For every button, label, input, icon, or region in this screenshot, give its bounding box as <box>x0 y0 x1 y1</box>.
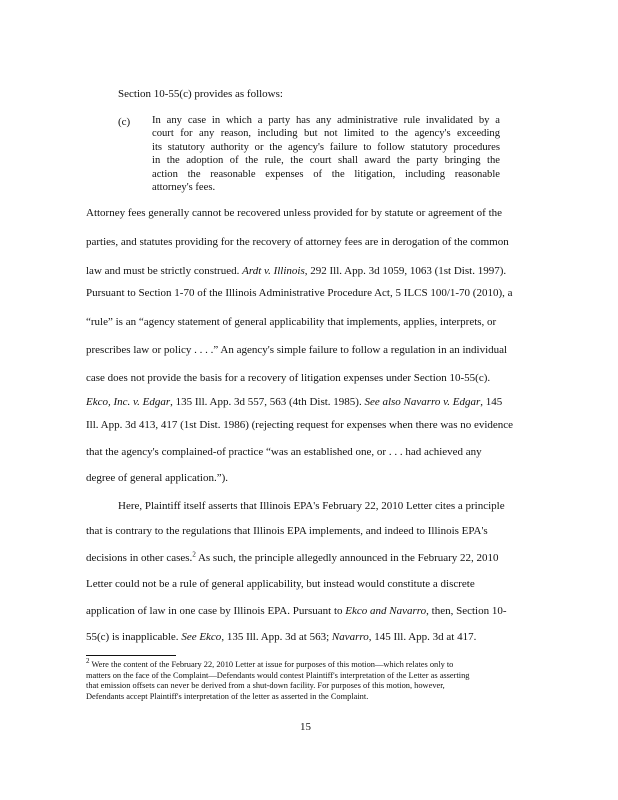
quote-label: (c) <box>118 116 131 128</box>
case-citation: See Ekco <box>181 631 222 643</box>
paragraph-line <box>86 396 502 408</box>
quote-line: in the adoption of the rule, the court shall award the party bringing the <box>152 155 500 167</box>
paragraph-line: Pursuant to Section 1-70 of the Illinois Administrative Procedure Act, 5 ILCS 100/1-70 (2010), a <box>86 287 513 299</box>
case-citation: Navarro <box>331 631 369 643</box>
quote-line: its statutory authority or the agency's failure to follow statutory procedures <box>152 141 500 153</box>
quote-line: court for any reason, including but not limited to the agency's exceeding <box>152 128 500 140</box>
quote-line: attorney's fees. <box>152 182 216 194</box>
footnote-line: matters on the face of the Complaint—Defendants would contest Plaintiff's interpretation of the Letter as asserting <box>86 670 470 680</box>
paragraph-line <box>86 552 499 564</box>
quote-line: action the reasonable expenses of the litigation, including reasonable <box>152 168 500 180</box>
footnote-line: Defendants accept Plaintiff's interpretation of the letter as asserted in the Complaint. <box>86 691 369 701</box>
footnote-line <box>86 657 526 671</box>
paragraph-line: Ill. App. 3d 413, 417 (1st Dist. 1986) (rejecting request for expenses when there was no evidence <box>86 419 514 431</box>
case-citation: See also Navarro v. Edgar <box>364 396 481 408</box>
text-run: Were the content of the February 22, 2010 Letter at issue for purposes of this motion—which relates only to <box>89 660 454 669</box>
paragraph-line: “rule” is an “agency statement of general applicability that implements, applies, interprets, or <box>86 316 497 328</box>
footnote-divider <box>86 655 176 656</box>
footnote-line: that emission offsets can never be derived from a shut-down facility. For purposes of this motion, however, <box>86 681 445 691</box>
paragraph-line: Here, Plaintiff itself asserts that Illinois EPA's February 22, 2010 Letter cites a principle <box>118 500 505 512</box>
paragraph-line: degree of general application.”). <box>86 472 229 484</box>
case-citation: Ekco and Navarro <box>345 605 427 617</box>
text-run: application of law in one case by Illinois EPA. Pursuant to <box>86 605 346 617</box>
case-citation: Ekco, Inc. v. Edgar <box>86 396 171 408</box>
text-run: decisions in other cases. <box>86 552 193 564</box>
paragraph-line: Letter could not be a rule of general applicability, but instead would constitute a discrete <box>86 578 475 590</box>
paragraph-line: that the agency's complained-of practice “was an established one, or . . . had achieved any <box>86 446 482 458</box>
page-number: 15 <box>300 721 311 733</box>
text-run: 55(c) is inapplicable. <box>86 631 182 643</box>
text-run: , 135 Ill. App. 3d 557, 563 (4th Dist. 1985). <box>170 396 365 408</box>
case-citation: Ardt v. Illinois <box>242 265 305 277</box>
footnote-marker: 2 <box>86 657 90 666</box>
section-intro: Section 10-55(c) provides as follows: <box>118 88 283 100</box>
paragraph-line: parties, and statutes providing for the recovery of attorney fees are in derogation of the common <box>86 236 509 248</box>
paragraph-line <box>86 605 507 617</box>
footnote-reference: 2 <box>192 550 196 559</box>
text-run: , 135 Ill. App. 3d at 563; <box>221 631 332 643</box>
text-run: , then, Section 10- <box>426 605 507 617</box>
footnote <box>86 657 526 702</box>
text-run: As such, the principle allegedly announced in the February 22, 2010 <box>195 552 499 564</box>
paragraph-line: prescribes law or policy . . . .” An agency's simple failure to follow a regulation in an individual <box>86 344 508 356</box>
paragraph-line: case does not provide the basis for a recovery of litigation expenses under Section 10-55(c). <box>86 372 491 384</box>
text-run: law and must be strictly construed. <box>86 265 243 277</box>
paragraph-line: that is contrary to the regulations that Illinois EPA implements, and indeed to Illinois EPA's <box>86 525 488 537</box>
paragraph-line: Attorney fees generally cannot be recovered unless provided for by statute or agreement of the <box>86 207 503 219</box>
text-run: , 145 Ill. App. 3d at 417. <box>368 631 477 643</box>
text-run: , 292 Ill. App. 3d 1059, 1063 (1st Dist. 1997). <box>304 265 507 277</box>
paragraph-line <box>86 265 506 277</box>
text-run: , 145 <box>480 396 503 408</box>
quote-line: In any case in which a party has any administrative rule invalidated by a <box>152 115 500 126</box>
paragraph-line <box>86 631 476 643</box>
block-quote <box>152 114 500 194</box>
